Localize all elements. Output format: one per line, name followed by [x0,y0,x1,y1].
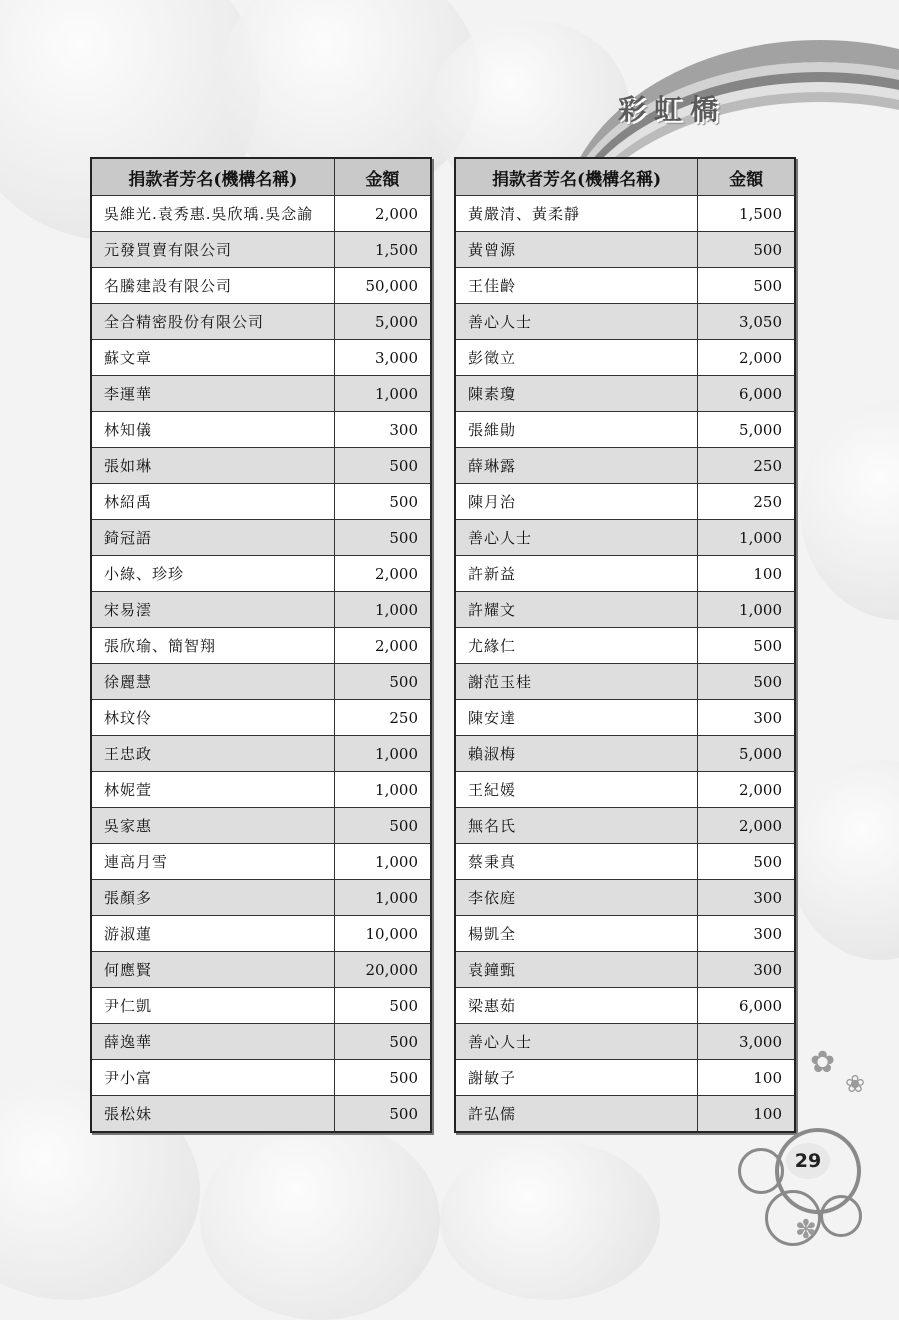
donation-amount: 300 [698,952,795,988]
table-row [91,880,431,916]
donor-name: 小綠、珍珍 [91,556,334,592]
donor-name: 王忠政 [91,736,334,772]
donor-name: 林紹禹 [91,484,334,520]
table-row [91,484,431,520]
donor-name: 張維勛 [455,412,698,448]
table-row [455,808,795,844]
table-row [91,304,431,340]
donation-amount: 5,000 [334,304,431,340]
donation-amount: 250 [698,448,795,484]
column-header-amount: 金額 [334,158,431,196]
donation-amount: 1,000 [334,880,431,916]
table-row [91,1024,431,1060]
donor-name: 錡冠語 [91,520,334,556]
table-row [455,556,795,592]
table-row [455,700,795,736]
donation-amount: 1,000 [698,520,795,556]
donation-amount: 3,000 [334,340,431,376]
donation-amount: 500 [698,628,795,664]
donation-amount: 300 [698,700,795,736]
donor-name: 許新益 [455,556,698,592]
table-row [91,448,431,484]
donation-amount: 300 [698,880,795,916]
table-row [91,1060,431,1096]
donor-name: 楊凱全 [455,916,698,952]
donation-amount: 500 [334,988,431,1024]
donor-name: 許耀文 [455,592,698,628]
donation-amount: 1,000 [698,592,795,628]
donation-amount: 500 [334,808,431,844]
donor-name: 連高月雪 [91,844,334,880]
table-row [455,196,795,232]
donation-amount: 1,500 [334,232,431,268]
table-row [91,340,431,376]
donor-name: 陳安達 [455,700,698,736]
donor-name: 張欣瑜、簡智翔 [91,628,334,664]
donor-name: 賴淑梅 [455,736,698,772]
donor-name: 張顏多 [91,880,334,916]
donor-name: 黃嚴清、黃柔靜 [455,196,698,232]
table-row [91,808,431,844]
donor-name: 游淑蓮 [91,916,334,952]
donation-amount: 250 [698,484,795,520]
donation-amount: 100 [698,1096,795,1133]
donor-name: 元發買賣有限公司 [91,232,334,268]
donor-name: 謝敏子 [455,1060,698,1096]
donor-name: 王佳齡 [455,268,698,304]
donation-amount: 300 [698,916,795,952]
table-row [455,268,795,304]
donor-name: 李依庭 [455,880,698,916]
donation-amount: 500 [334,664,431,700]
donor-name: 林玟伶 [91,700,334,736]
table-row [91,556,431,592]
donation-amount: 1,000 [334,772,431,808]
decorative-ring [820,1195,862,1237]
donation-amount: 3,000 [698,1024,795,1060]
donation-amount: 6,000 [698,376,795,412]
table-row [91,772,431,808]
donor-name: 蘇文章 [91,340,334,376]
donor-name: 善心人士 [455,304,698,340]
donor-name: 尹小富 [91,1060,334,1096]
donation-amount: 2,000 [698,808,795,844]
donor-name: 李運華 [91,376,334,412]
table-row [91,664,431,700]
table-row [455,952,795,988]
donation-amount: 3,050 [698,304,795,340]
donation-amount: 2,000 [334,628,431,664]
column-header-name: 捐款者芳名(機構名稱) [91,158,334,196]
donation-amount: 1,000 [334,376,431,412]
donation-amount: 300 [334,412,431,448]
donation-amount: 2,000 [334,196,431,232]
donation-amount: 100 [698,1060,795,1096]
table-row [455,880,795,916]
donor-name: 徐麗慧 [91,664,334,700]
donation-amount: 500 [334,520,431,556]
donation-amount: 1,500 [698,196,795,232]
donation-amount: 500 [334,1060,431,1096]
table-row [455,304,795,340]
donor-name: 黃曾源 [455,232,698,268]
donor-name: 林知儀 [91,412,334,448]
table-row [455,1060,795,1096]
table-row [91,232,431,268]
donation-amount: 2,000 [698,340,795,376]
table-row [91,376,431,412]
table-row [455,772,795,808]
background-bubble [800,400,899,620]
donation-amount: 500 [698,844,795,880]
table-row [455,988,795,1024]
page-number: 29 [786,1143,830,1179]
donation-amount: 2,000 [334,556,431,592]
donor-name: 彭徵立 [455,340,698,376]
donor-name: 何應賢 [91,952,334,988]
flower-icon: ✽ [795,1215,817,1245]
donation-amount: 500 [334,484,431,520]
donation-amount: 100 [698,556,795,592]
donor-table-left [90,157,432,1133]
table-row [455,1024,795,1060]
donation-amount: 50,000 [334,268,431,304]
table-row [91,520,431,556]
background-bubble [200,1120,440,1320]
donor-name: 吳維光.袁秀惠.吳欣瑀.吳念諭 [91,196,334,232]
table-row [455,736,795,772]
donation-amount: 500 [698,268,795,304]
table-row [91,736,431,772]
donation-amount: 6,000 [698,988,795,1024]
donation-amount: 250 [334,700,431,736]
donor-name: 陳素瓊 [455,376,698,412]
donor-name: 王紀媛 [455,772,698,808]
donor-name: 全合精密股份有限公司 [91,304,334,340]
donor-name: 善心人士 [455,1024,698,1060]
table-row [455,376,795,412]
table-row [91,412,431,448]
table-row [455,340,795,376]
table-header-row [455,158,795,196]
table-row [91,700,431,736]
donor-name: 宋易澐 [91,592,334,628]
table-row [455,1096,795,1133]
table-row [91,916,431,952]
donor-name: 薛琳露 [455,448,698,484]
table-header-row [91,158,431,196]
donation-amount: 500 [334,1096,431,1133]
table-row [91,1096,431,1133]
column-header-amount: 金額 [698,158,795,196]
table-row [91,988,431,1024]
table-row [455,664,795,700]
table-row [455,484,795,520]
table-row [91,952,431,988]
table-row [91,628,431,664]
donor-name: 謝范玉桂 [455,664,698,700]
donation-amount: 500 [698,664,795,700]
donation-amount: 5,000 [698,412,795,448]
donor-name: 張松妹 [91,1096,334,1133]
donor-name: 陳月治 [455,484,698,520]
donor-table-right [454,157,796,1133]
donation-amount: 5,000 [698,736,795,772]
table-row [91,844,431,880]
table-row [455,916,795,952]
flower-icon: ❀ [845,1070,866,1098]
donor-name: 薛逸華 [91,1024,334,1060]
donor-name: 梁惠茹 [455,988,698,1024]
table-row [455,412,795,448]
donation-amount: 500 [698,232,795,268]
donation-amount: 500 [334,1024,431,1060]
table-row [455,628,795,664]
donor-name: 尹仁凱 [91,988,334,1024]
column-header-name: 捐款者芳名(機構名稱) [455,158,698,196]
donation-amount: 20,000 [334,952,431,988]
donation-amount: 1,000 [334,592,431,628]
table-row [455,592,795,628]
table-row [455,520,795,556]
donor-name: 袁鐘甄 [455,952,698,988]
table-row [455,448,795,484]
table-row [455,844,795,880]
table-row [91,196,431,232]
donation-amount: 1,000 [334,844,431,880]
donor-name: 蔡秉真 [455,844,698,880]
donor-name: 張如琳 [91,448,334,484]
background-bubble [790,760,899,960]
table-row [455,232,795,268]
donation-amount: 2,000 [698,772,795,808]
donor-name: 名騰建設有限公司 [91,268,334,304]
donor-name: 無名氏 [455,808,698,844]
flower-icon: ✿ [810,1045,836,1080]
donation-amount: 10,000 [334,916,431,952]
donor-name: 林妮萱 [91,772,334,808]
donor-name: 吳家惠 [91,808,334,844]
page-header-title: 彩虹橋 [618,93,727,126]
donation-amount: 500 [334,448,431,484]
donor-name: 許弘儒 [455,1096,698,1133]
donation-amount: 1,000 [334,736,431,772]
donor-name: 尤緣仁 [455,628,698,664]
donor-name: 善心人士 [455,520,698,556]
table-row [91,592,431,628]
background-bubble [440,1140,660,1300]
table-row [91,268,431,304]
